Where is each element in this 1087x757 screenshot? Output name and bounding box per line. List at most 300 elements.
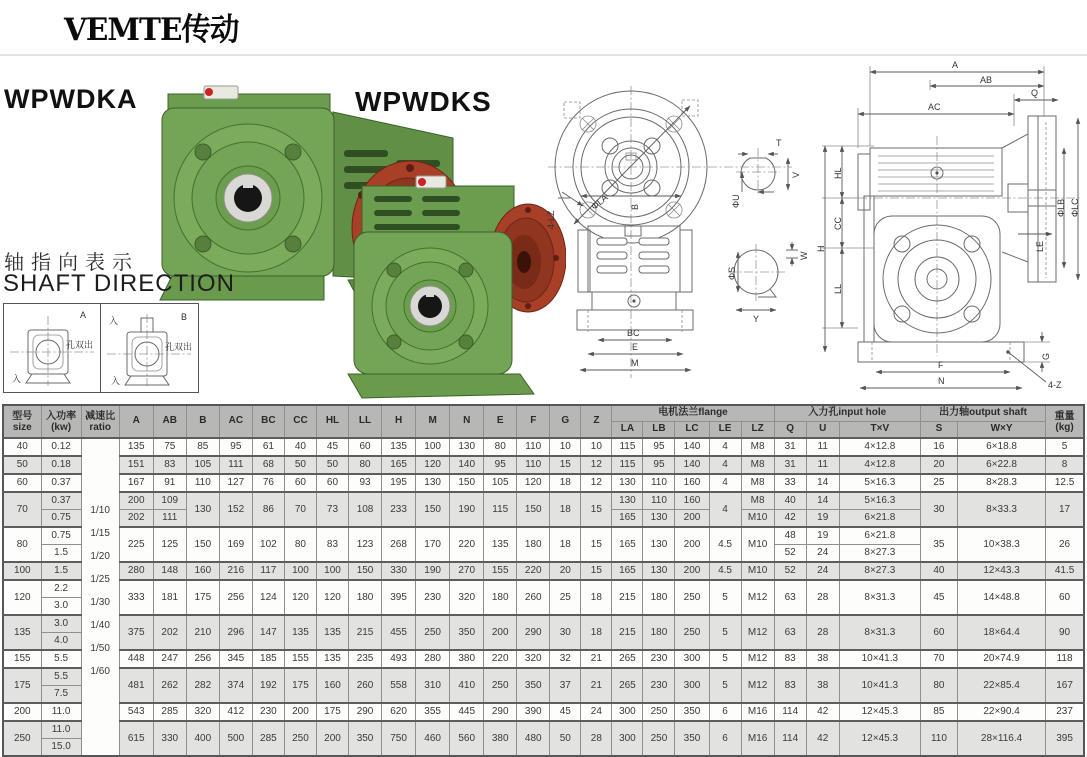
table-row [3, 527, 1084, 545]
table-cell: 60 [349, 438, 382, 456]
table-cell: 20 [920, 456, 957, 474]
table-cell: 160 [675, 492, 709, 510]
table-cell: 18 [550, 527, 581, 562]
table-cell: 350 [675, 703, 709, 721]
table-cell: 12×45.3 [839, 703, 920, 721]
table-cell: 200 [316, 721, 348, 756]
table-cell: 220 [484, 650, 517, 668]
table-cell: 4 [709, 438, 741, 456]
table-cell: 190 [416, 562, 450, 580]
table-cell: 350 [450, 615, 484, 650]
table-cell: 38 [806, 668, 839, 703]
table-cell: 85 [920, 703, 957, 721]
table-cell: 124 [252, 580, 284, 615]
table-cell: M12 [741, 668, 774, 703]
table-cell: 12 [581, 456, 612, 474]
table-cell: 11.0 [41, 721, 81, 739]
table-cell: 45 [550, 703, 581, 721]
table-cell: 395 [382, 580, 416, 615]
table-cell: 24 [581, 703, 612, 721]
table-cell: 40 [774, 492, 806, 510]
table-cell: 150 [186, 527, 219, 562]
table-cell: 60 [1046, 580, 1084, 615]
table-cell: 165 [612, 510, 643, 528]
table-cell: 25 [550, 580, 581, 615]
table-cell: 86 [252, 492, 284, 527]
svg-text:H: H [816, 245, 826, 252]
table-cell: 60 [284, 474, 316, 492]
svg-text:T: T [776, 138, 782, 148]
table-cell: 170 [416, 527, 450, 562]
table-cell: 300 [675, 650, 709, 668]
table-cell: 320 [186, 703, 219, 721]
table-cell: 320 [517, 650, 550, 668]
table-cell: 40 [284, 438, 316, 456]
table-cell: 210 [186, 615, 219, 650]
svg-text:ΦLB: ΦLB [1056, 198, 1066, 217]
table-cell: 95 [219, 438, 252, 456]
table-cell: 374 [219, 668, 252, 703]
table-cell: 160 [186, 562, 219, 580]
table-cell: 260 [349, 668, 382, 703]
table-cell: 120 [416, 456, 450, 474]
table-cell: 395 [1046, 721, 1084, 756]
col-header-LC: LC [675, 422, 709, 439]
table-cell: 21 [581, 650, 612, 668]
table-cell: 68 [252, 456, 284, 474]
table-cell: 130 [612, 492, 643, 510]
table-cell: 175 [3, 668, 41, 703]
table-row [3, 562, 1084, 580]
table-cell: 37 [550, 668, 581, 703]
table-cell: 265 [612, 650, 643, 668]
table-cell: 247 [153, 650, 186, 668]
table-cell: 250 [416, 615, 450, 650]
table-cell: 5 [709, 668, 741, 703]
table-cell: 14×48.8 [957, 580, 1045, 615]
svg-text:孔双出: 孔双出 [66, 340, 94, 350]
table-cell: 216 [219, 562, 252, 580]
table-cell: 250 [675, 580, 709, 615]
table-cell: M10 [741, 510, 774, 528]
table-cell: 5 [709, 650, 741, 668]
table-cell: 165 [612, 562, 643, 580]
svg-text:LE: LE [1035, 240, 1045, 252]
svg-text:A: A [80, 310, 87, 320]
table-cell: 150 [517, 492, 550, 527]
table-cell: 6×21.8 [839, 510, 920, 528]
table-cell: 20 [550, 562, 581, 580]
table-cell: 50 [3, 456, 41, 474]
table-cell: 265 [612, 668, 643, 703]
table-cell: 180 [484, 580, 517, 615]
table-cell: 230 [252, 703, 284, 721]
table-cell: 215 [612, 580, 643, 615]
col-header-M: M [416, 405, 450, 438]
svg-text:N: N [938, 376, 945, 386]
shaft-direction-diagrams [3, 303, 201, 395]
svg-text:B: B [181, 312, 188, 322]
table-cell: 300 [612, 721, 643, 756]
dimension-table [2, 404, 1085, 757]
table-cell: 114 [774, 703, 806, 721]
table-cell: 150 [416, 492, 450, 527]
table-cell: 38 [806, 650, 839, 668]
table-cell: 290 [517, 615, 550, 650]
table-cell: 230 [643, 650, 675, 668]
table-cell: 50 [316, 456, 348, 474]
table-cell: 268 [382, 527, 416, 562]
table-cell: 615 [119, 721, 153, 756]
table-cell: 215 [612, 615, 643, 650]
table-cell: 70 [3, 492, 41, 527]
table-cell: 110 [186, 474, 219, 492]
table-cell: M12 [741, 615, 774, 650]
table-cell: 28 [806, 615, 839, 650]
table-cell: 130 [612, 474, 643, 492]
table-cell: 8 [1046, 456, 1084, 474]
table-cell: 180 [517, 527, 550, 562]
table-cell: 175 [316, 703, 348, 721]
table-cell: 412 [219, 703, 252, 721]
table-cell: 375 [119, 615, 153, 650]
table-cell: 160 [675, 474, 709, 492]
table-cell: 48 [774, 527, 806, 545]
table-cell: 110 [517, 438, 550, 456]
table-cell: 85 [186, 438, 219, 456]
table-cell: 100 [416, 438, 450, 456]
table-cell: 455 [382, 615, 416, 650]
table-cell: 330 [153, 721, 186, 756]
table-row [3, 456, 1084, 474]
shaft-direction-title-en: SHAFT DIRECTION [3, 270, 235, 297]
table-cell: 350 [349, 721, 382, 756]
table-cell: 15 [550, 456, 581, 474]
table-row [3, 668, 1084, 686]
table-cell: 50 [550, 721, 581, 756]
table-cell: 60 [3, 474, 41, 492]
table-cell: 111 [153, 510, 186, 528]
table-cell: 448 [119, 650, 153, 668]
table-cell: 4.5 [709, 527, 741, 562]
table-cell: 290 [349, 703, 382, 721]
table-cell: 10×38.3 [957, 527, 1045, 562]
table-cell: 290 [484, 703, 517, 721]
table-cell: 280 [119, 562, 153, 580]
table-cell: 42 [774, 510, 806, 528]
table-cell: 12 [581, 474, 612, 492]
svg-text:4-Z: 4-Z [1048, 380, 1062, 390]
svg-text:V: V [791, 171, 801, 178]
table-cell: 83 [153, 456, 186, 474]
table-cell: 61 [252, 438, 284, 456]
table-cell: 148 [153, 562, 186, 580]
table-cell: 355 [416, 703, 450, 721]
table-cell: 14 [806, 474, 839, 492]
table-cell: 45 [316, 438, 348, 456]
table-cell: 130 [643, 562, 675, 580]
table-cell: 20×74.9 [957, 650, 1045, 668]
table-cell: 4 [709, 456, 741, 474]
table-cell: 110 [643, 492, 675, 510]
table-cell: 5 [1046, 438, 1084, 456]
col-header-LE: LE [709, 422, 741, 439]
table-row [3, 703, 1084, 721]
table-cell: 620 [382, 703, 416, 721]
table-cell: 8×31.3 [839, 615, 920, 650]
table-cell: 155 [484, 562, 517, 580]
col-header-ratio: 减速比 ratio [81, 405, 119, 438]
table-cell: 63 [774, 615, 806, 650]
table-cell: 130 [186, 492, 219, 527]
table-cell: 169 [219, 527, 252, 562]
table-cell: 70 [920, 650, 957, 668]
side-view-drawing [812, 56, 1087, 400]
table-cell: 200 [3, 703, 41, 721]
table-cell: 15.0 [41, 739, 81, 757]
table-cell: 500 [219, 721, 252, 756]
table-cell: 130 [643, 527, 675, 562]
table-cell: 300 [612, 703, 643, 721]
table-cell: 333 [119, 580, 153, 615]
table-cell: 256 [219, 580, 252, 615]
table-cell: 5.5 [41, 668, 81, 686]
table-cell: 130 [450, 438, 484, 456]
svg-text:Y: Y [753, 314, 760, 324]
table-cell: 4.5 [709, 562, 741, 580]
table-cell: M12 [741, 580, 774, 615]
table-cell: 185 [252, 650, 284, 668]
table-cell: 41.5 [1046, 562, 1084, 580]
table-cell: 167 [1046, 668, 1084, 703]
table-cell: M10 [741, 562, 774, 580]
table-cell: 262 [153, 668, 186, 703]
table-cell: 400 [186, 721, 219, 756]
table-cell: M8 [741, 492, 774, 510]
table-cell: 320 [450, 580, 484, 615]
table-cell: 192 [252, 668, 284, 703]
col-header-LB: LB [643, 422, 675, 439]
table-cell: 102 [252, 527, 284, 562]
svg-text:G: G [1041, 352, 1051, 360]
table-cell: 95 [643, 456, 675, 474]
table-cell: 180 [349, 580, 382, 615]
table-cell: 80 [484, 438, 517, 456]
table-cell: 75 [153, 438, 186, 456]
table-cell: 120 [284, 580, 316, 615]
svg-text:LL: LL [833, 283, 843, 294]
svg-text:入: 入 [109, 316, 119, 326]
col-header-AB: AB [153, 405, 186, 438]
table-cell: 135 [3, 615, 41, 650]
table-cell: 233 [382, 492, 416, 527]
table-cell: 4 [709, 474, 741, 492]
table-cell: 12×43.3 [957, 562, 1045, 580]
table-cell: 5.5 [41, 650, 81, 668]
table-cell: 1.5 [41, 562, 81, 580]
svg-text:W: W [799, 251, 809, 260]
table-cell: 0.75 [41, 527, 81, 545]
table-cell: 250 [3, 721, 41, 756]
table-cell: 109 [153, 492, 186, 510]
table-cell: 6×18.8 [957, 438, 1045, 456]
table-cell: 115 [612, 438, 643, 456]
table-cell: 310 [416, 668, 450, 703]
table-cell: 5×16.3 [839, 474, 920, 492]
table-cell: 123 [349, 527, 382, 562]
col-header-power: 入功率 (kw) [41, 405, 81, 438]
table-cell: 152 [219, 492, 252, 527]
table-cell: 111 [219, 456, 252, 474]
table-cell: 83 [774, 668, 806, 703]
brand-logo: VEMTE传动 [64, 12, 239, 48]
table-cell: 220 [517, 562, 550, 580]
table-cell: 380 [450, 650, 484, 668]
table-cell: 200 [484, 615, 517, 650]
table-cell: M8 [741, 474, 774, 492]
table-cell: 28 [581, 721, 612, 756]
table-cell: 10×41.3 [839, 668, 920, 703]
table-row [3, 615, 1084, 633]
table-cell: 52 [774, 562, 806, 580]
table-cell: M16 [741, 721, 774, 756]
table-cell: 200 [675, 562, 709, 580]
col-header-LL: LL [349, 405, 382, 438]
table-cell: 167 [119, 474, 153, 492]
table-cell: 118 [1046, 650, 1084, 668]
table-cell: 543 [119, 703, 153, 721]
table-cell: 180 [643, 580, 675, 615]
col-header-N: N [450, 405, 484, 438]
table-cell: 190 [450, 492, 484, 527]
table-cell: 130 [416, 474, 450, 492]
col-header-B: B [186, 405, 219, 438]
svg-text:HL: HL [833, 167, 843, 179]
table-cell: 31 [774, 438, 806, 456]
table-cell: 32 [550, 650, 581, 668]
svg-text:M: M [631, 358, 639, 368]
table-cell: 250 [284, 721, 316, 756]
table-cell: 155 [284, 650, 316, 668]
table-cell: 73 [316, 492, 348, 527]
table-cell: 200 [119, 492, 153, 510]
table-cell: 5 [709, 580, 741, 615]
table-row [3, 650, 1084, 668]
col-header-Z: Z [581, 405, 612, 438]
svg-text:ΦU: ΦU [731, 194, 741, 208]
table-cell: 481 [119, 668, 153, 703]
table-cell: 30 [920, 492, 957, 527]
table-cell: 18 [581, 580, 612, 615]
col-header-HL: HL [316, 405, 348, 438]
table-cell: 105 [484, 474, 517, 492]
table-cell: 285 [153, 703, 186, 721]
table-cell: 4×12.8 [839, 456, 920, 474]
table-cell: 14 [806, 492, 839, 510]
table-cell: 230 [643, 668, 675, 703]
table-cell: 18 [550, 474, 581, 492]
table-cell: 80 [284, 527, 316, 562]
svg-text:AC: AC [928, 102, 941, 112]
table-cell: 202 [153, 615, 186, 650]
table-cell: 296 [219, 615, 252, 650]
table-cell: 200 [284, 703, 316, 721]
col-header-Q: Q [774, 422, 806, 439]
table-cell: 135 [119, 438, 153, 456]
shaft-diagram-a [3, 303, 101, 393]
table-cell: 60 [316, 474, 348, 492]
table-cell: 135 [382, 438, 416, 456]
col-header-G: G [550, 405, 581, 438]
table-cell: 480 [517, 721, 550, 756]
dimension-table-wrap [2, 404, 1085, 757]
table-cell: M10 [741, 527, 774, 562]
table-cell: 250 [643, 703, 675, 721]
table-cell: 18 [581, 615, 612, 650]
svg-text:入: 入 [12, 374, 22, 384]
front-view-drawing [540, 80, 812, 402]
table-cell: 235 [349, 650, 382, 668]
svg-text:E: E [632, 342, 639, 352]
table-cell: 250 [643, 721, 675, 756]
table-cell: 1.5 [41, 545, 81, 563]
table-cell: 350 [675, 721, 709, 756]
table-cell: 558 [382, 668, 416, 703]
table-cell: 18 [550, 492, 581, 527]
table-cell: 90 [1046, 615, 1084, 650]
table-cell: 120 [316, 580, 348, 615]
group-header-output-shaft: 出力轴output shaft [920, 405, 1045, 422]
table-cell: 230 [416, 580, 450, 615]
table-cell: 135 [316, 615, 348, 650]
table-cell: 6 [709, 721, 741, 756]
table-cell: 8×27.3 [839, 545, 920, 563]
table-cell: 250 [675, 615, 709, 650]
table-cell: 31 [774, 456, 806, 474]
table-cell: 140 [675, 456, 709, 474]
table-cell: 5 [709, 615, 741, 650]
col-header-weight: 重量 (kg) [1046, 405, 1084, 438]
table-cell: 15 [581, 562, 612, 580]
table-cell: 127 [219, 474, 252, 492]
table-cell: 180 [643, 615, 675, 650]
table-cell: 195 [382, 474, 416, 492]
table-cell: 10×41.3 [839, 650, 920, 668]
table-cell: 60 [920, 615, 957, 650]
table-cell: 0.18 [41, 456, 81, 474]
table-cell: 22×85.4 [957, 668, 1045, 703]
table-cell: 225 [119, 527, 153, 562]
col-header-AC: AC [219, 405, 252, 438]
table-cell: 11 [806, 438, 839, 456]
table-cell: 52 [774, 545, 806, 563]
table-cell: 4 [709, 492, 741, 527]
ratio-list-cell: 1/10 1/15 1/20 1/25 1/30 1/40 1/50 1/60 [81, 438, 119, 756]
table-cell: 80 [349, 456, 382, 474]
table-cell: 140 [450, 456, 484, 474]
table-cell: 165 [612, 527, 643, 562]
table-cell: 21 [581, 668, 612, 703]
table-cell: 0.37 [41, 474, 81, 492]
table-cell: 5×16.3 [839, 492, 920, 510]
table-cell: 350 [517, 668, 550, 703]
col-header-WxY: W×Y [957, 422, 1045, 439]
table-cell: 24 [806, 545, 839, 563]
table-cell: 42 [806, 703, 839, 721]
table-cell: 100 [3, 562, 41, 580]
table-cell: 120 [3, 580, 41, 615]
table-row [3, 438, 1084, 456]
